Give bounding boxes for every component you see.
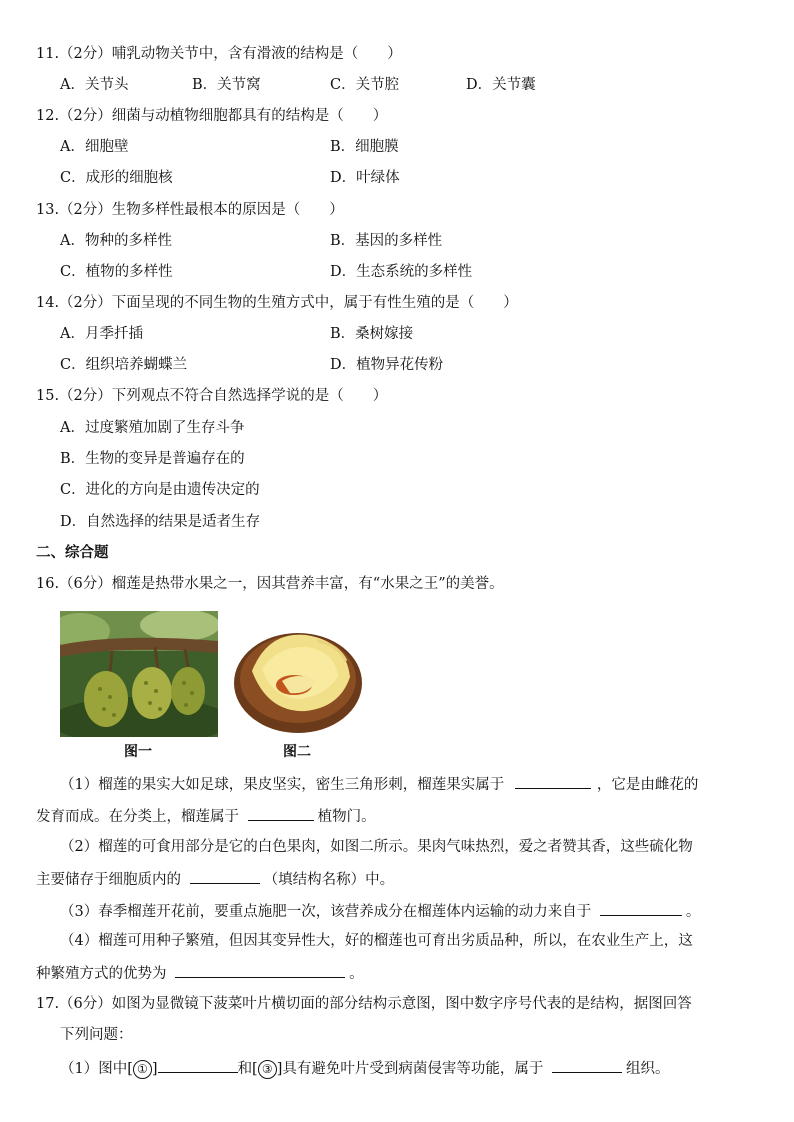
q13-option-b: B．基因的多样性 xyxy=(330,233,443,249)
q15-option-d: D．自然选择的结果是适者生存 xyxy=(60,514,261,530)
q17-p1-post: ]具有避免叶片受到病菌侵害等功能，属于 xyxy=(276,1061,544,1077)
q17-part1-line xyxy=(60,1057,670,1079)
q14-option-c: C．组织培养蝴蝶兰 xyxy=(60,357,188,373)
q16-part1-line2 xyxy=(36,805,376,827)
q12-option-c: C．成形的细胞核 xyxy=(60,170,173,186)
q11-option-c: C．关节腔 xyxy=(330,77,400,93)
fig2-caption: 图二 xyxy=(283,744,311,760)
q12-option-b: B．细胞膜 xyxy=(330,139,399,155)
q16-part4-line2 xyxy=(36,962,364,984)
q14-option-b: B．桑树嫁接 xyxy=(330,326,414,342)
q16-stem: 16.（6分）榴莲是热带水果之一，因其营养丰富，有“水果之王”的美誉。 xyxy=(36,576,504,592)
q14-option-a: A．月季扦插 xyxy=(60,326,143,342)
q17-stem-line1: 17.（6分）如图为显微镜下菠菜叶片横切面的部分结构示意图，图中数字序号代表的是结构，据图回答 xyxy=(36,996,692,1012)
q15-option-c: C．进化的方向是由遗传决定的 xyxy=(60,482,260,498)
q16-p2-blank[interactable] xyxy=(190,868,260,884)
q16-p4-text-b: 种繁殖方式的优势为 xyxy=(36,966,167,982)
q13-option-c: C．植物的多样性 xyxy=(60,264,173,280)
section-heading: 二、综合题 xyxy=(36,545,109,561)
q17-stem-line2: 下列问题： xyxy=(60,1027,133,1043)
q16-part1-line1 xyxy=(60,773,698,795)
q15-option-a: A．过度繁殖加剧了生存斗争 xyxy=(60,420,245,436)
q13-option-a: A．物种的多样性 xyxy=(60,233,172,249)
q12-option-d: D．叶绿体 xyxy=(330,170,400,186)
q16-p4-text-a: （4）榴莲可用种子繁殖，但因其变异性大，好的榴莲也可育出劣质品种，所以，在农业生产上，这 xyxy=(60,933,693,949)
q17-p1-blank1[interactable] xyxy=(158,1057,238,1073)
q17-p1-end: 组织。 xyxy=(626,1061,670,1077)
q11-stem: 11.（2分）哺乳动物关节中，含有滑液的结构是（ ） xyxy=(36,46,402,62)
q16-p1-blank1[interactable] xyxy=(515,773,591,789)
q16-p3-text-a: （3）春季榴莲开花前，要重点施肥一次，该营养成分在榴莲体内运输的动力来自于 xyxy=(60,904,592,920)
q12-stem: 12.（2分）细菌与动植物细胞都具有的结构是（ ） xyxy=(36,108,388,124)
q16-p1-text-d: 植物门。 xyxy=(317,809,376,825)
q11-option-b: B．关节窝 xyxy=(192,77,261,93)
q17-number-1: ① xyxy=(133,1060,152,1079)
q17-number-3: ③ xyxy=(258,1060,277,1079)
q16-p3-text-b: 。 xyxy=(685,904,701,920)
q14-stem: 14.（2分）下面呈现的不同生物的生殖方式中，属于有性生殖的是（ ） xyxy=(36,295,518,311)
q13-option-d: D．生态系统的多样性 xyxy=(330,264,473,280)
durian-flesh-image xyxy=(228,611,366,737)
q16-p4-blank[interactable] xyxy=(175,962,345,978)
q16-p3-blank[interactable] xyxy=(600,900,682,916)
q13-stem: 13.（2分）生物多样性最根本的原因是（ ） xyxy=(36,202,344,218)
durian-flesh-photo xyxy=(228,611,366,737)
q17-p1-and: 和[ xyxy=(237,1061,258,1077)
q17-p1-blank2[interactable] xyxy=(552,1057,622,1073)
q17-p1-pre: （1）图中[ xyxy=(60,1061,133,1077)
q16-p2-text-b: 主要储存于细胞质内的 xyxy=(36,872,181,888)
durian-tree-photo xyxy=(60,611,218,737)
fig1-caption: 图一 xyxy=(124,744,152,760)
q16-p1-text-c: 发育而成。在分类上，榴莲属于 xyxy=(36,809,239,825)
q16-part3-line xyxy=(60,900,700,922)
q11-option-a: A．关节头 xyxy=(60,77,129,93)
q16-p1-text-a: （1）榴莲的果实大如足球，果皮坚实，密生三角形刺，榴莲果实属于 xyxy=(60,777,505,793)
q12-option-a: A．细胞壁 xyxy=(60,139,129,155)
q16-part2-line2 xyxy=(36,868,394,890)
q16-p1-blank2[interactable] xyxy=(248,805,314,821)
q11-option-d: D．关节囊 xyxy=(466,77,536,93)
q16-p1-text-b: ，它是由雌花的 xyxy=(596,777,699,793)
durian-tree-image xyxy=(60,611,218,737)
q16-p4-text-c: 。 xyxy=(349,966,364,982)
q16-p2-text-a: （2）榴莲的可食用部分是它的白色果肉，如图二所示。果肉气味热烈，爱之者赞其香，这些硫化物 xyxy=(60,839,693,855)
q15-option-b: B．生物的变异是普遍存在的 xyxy=(60,451,245,467)
q14-option-d: D．植物异花传粉 xyxy=(330,357,444,373)
q17-p1-mid: ] xyxy=(151,1061,158,1077)
q15-stem: 15.（2分）下列观点不符合自然选择学说的是（ ） xyxy=(36,388,388,404)
q16-p2-text-c: （填结构名称）中。 xyxy=(263,872,395,888)
